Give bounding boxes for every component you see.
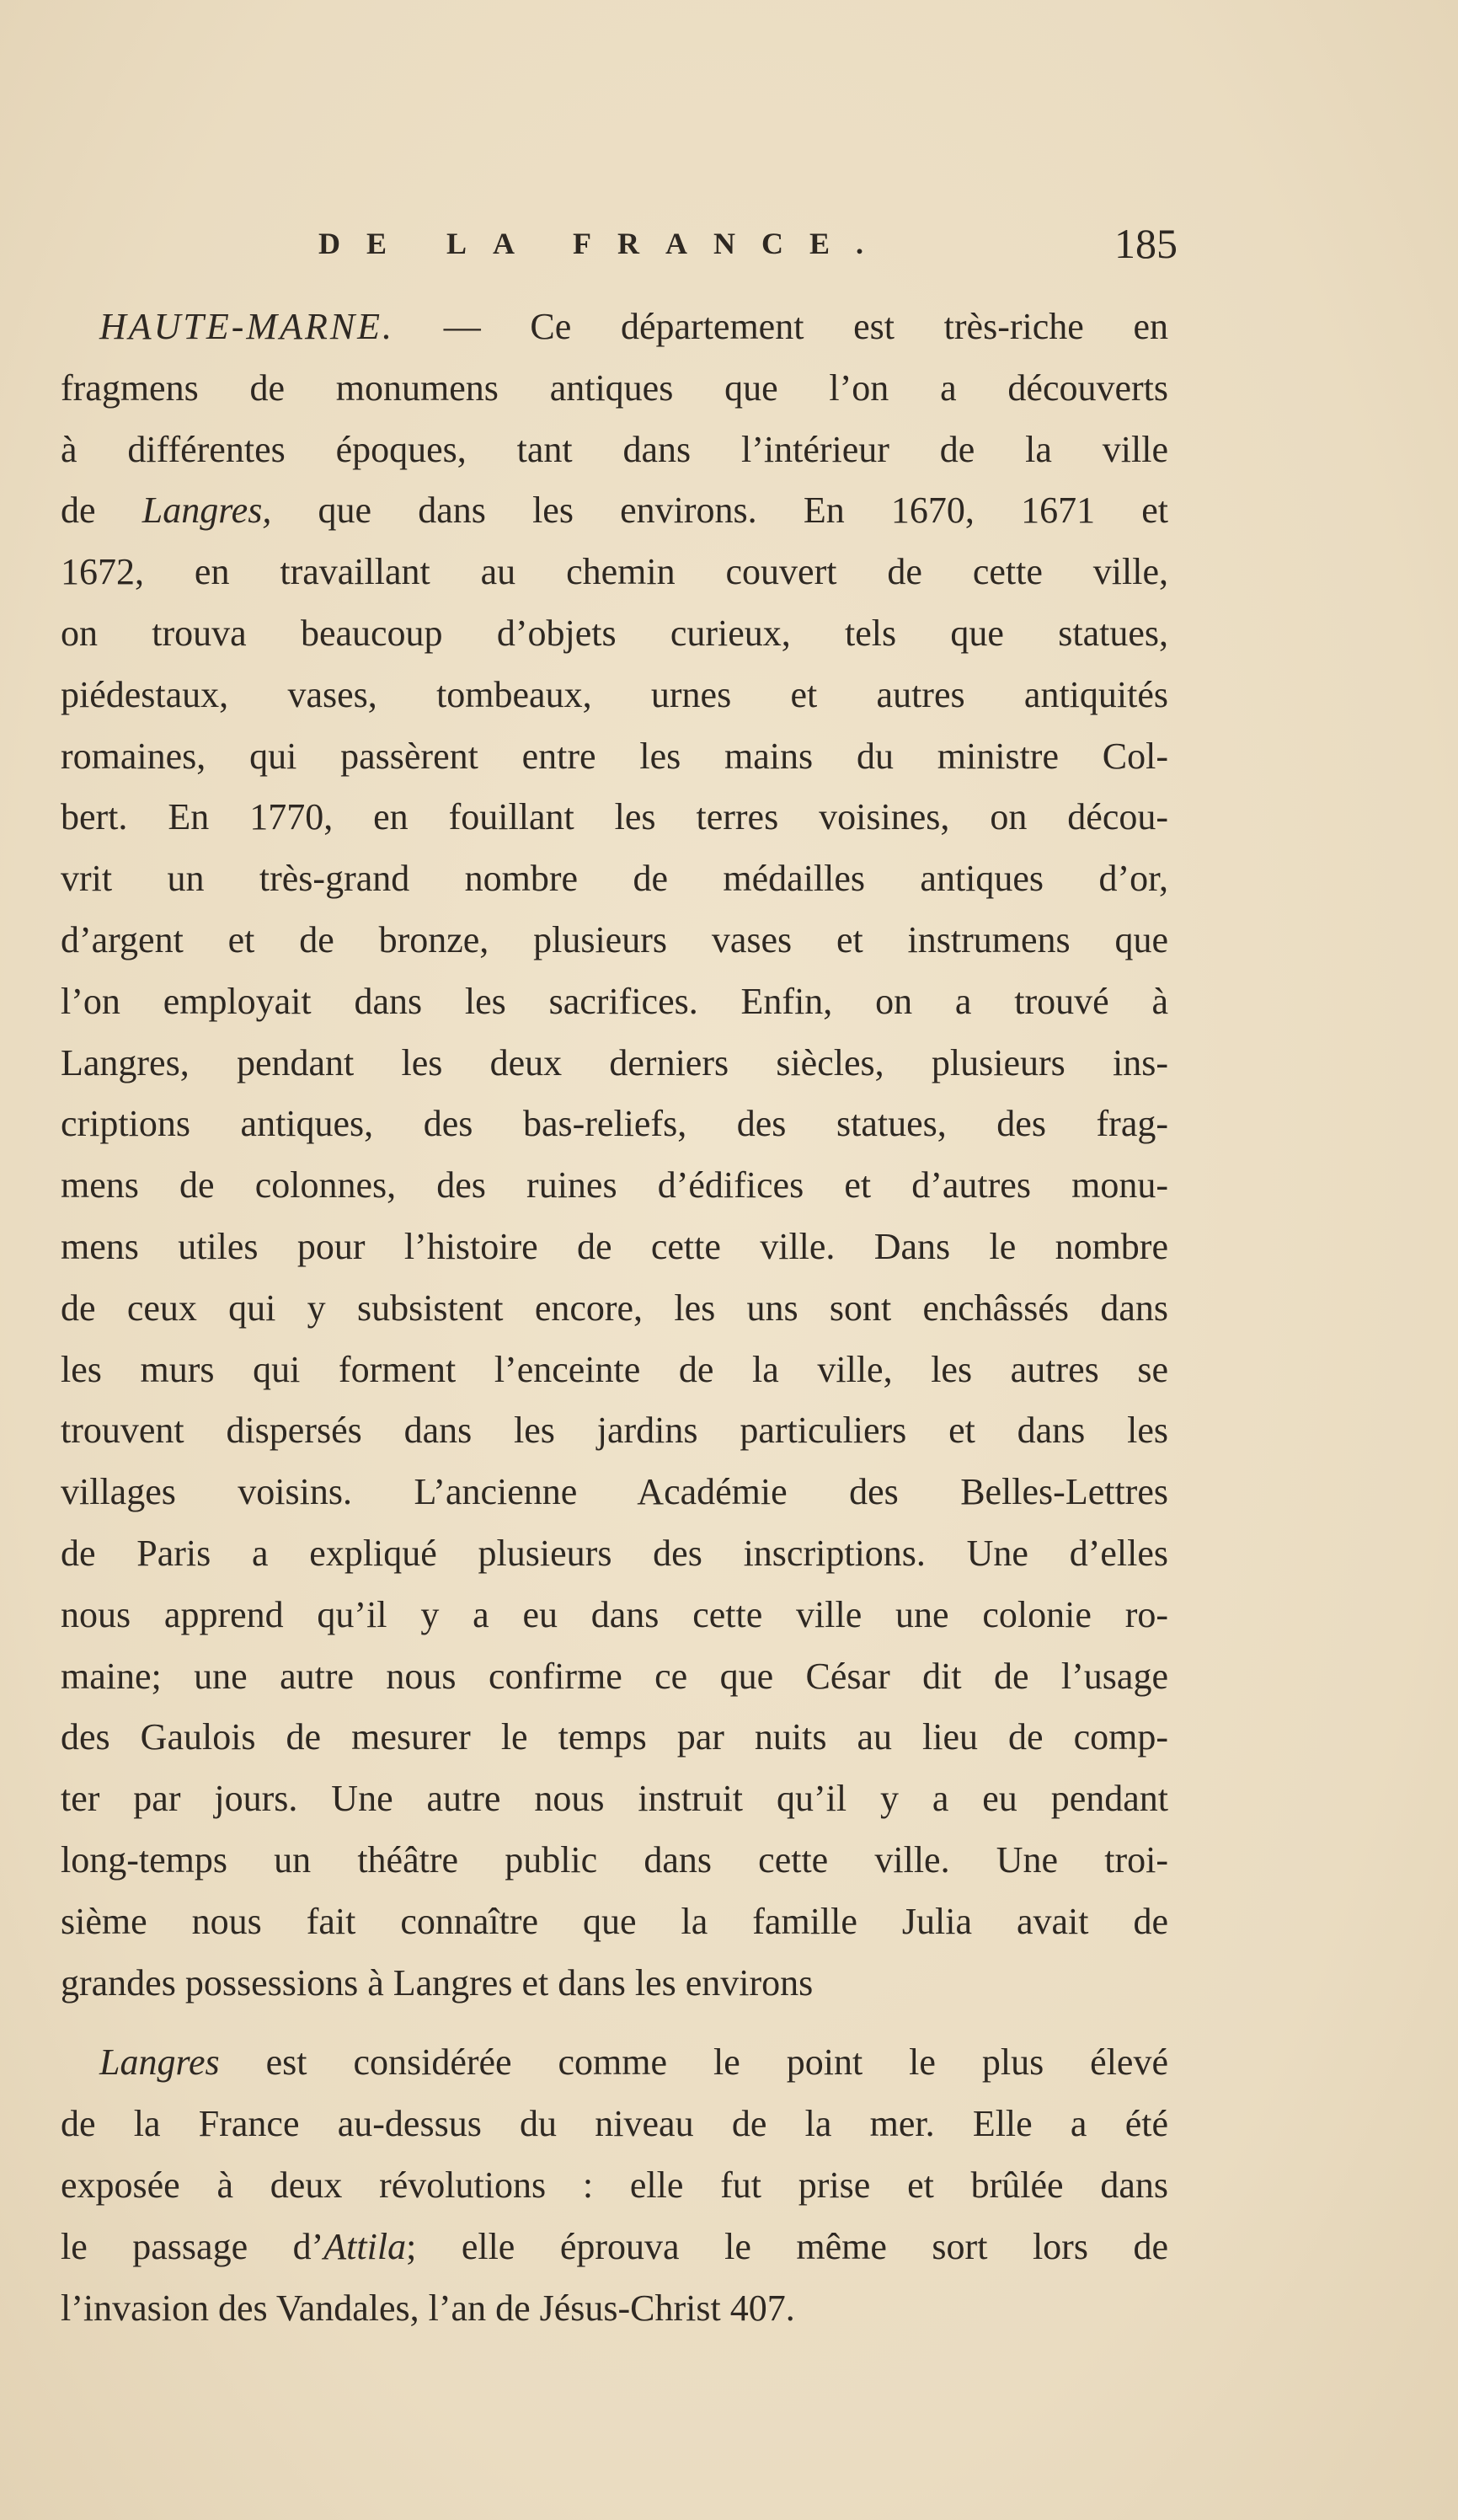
text-line: piédestaux, vases, tombeaux, urnes et autres antiquités [61,673,1168,715]
text-line: à différentes époques, tant dans l’intérieur de la ville [61,428,1168,470]
place-name: Langres [99,2041,220,2084]
text-line: sième nous fait connaître que la famille Julia avait de [61,1900,1168,1942]
text-line: l’invasion des Vandales, l’an de Jésus-Christ 407. [61,2287,795,2329]
text-line: vrit un très-grand nombre de médailles antiques d’or, [61,858,1168,900]
section-heading: HAUTE-MARNE. [99,306,395,347]
text-line: nous apprend qu’il y a eu dans cette ville une colonie ro- [61,1593,1168,1635]
text-line: maine; une autre nous confirme ce que César dit de l’usage [61,1655,1168,1697]
text-line: criptions antiques, des bas-reliefs, des statues, des frag- [61,1103,1168,1145]
running-title: DE LA FRANCE. [318,227,890,260]
text-line: de ceux qui y subsistent encore, les uns sont enchâssés dans [61,1287,1168,1329]
place-name: Langres, [142,490,272,532]
text-line: bert. En 1770, en fouillant les terres voisines, on décou- [61,796,1168,838]
text-line: ter par jours. Une autre nous instruit qu’il y a eu pendant [61,1778,1168,1820]
text-line: le passage d’Attila; elle éprouva le même sort lors de [61,2225,1168,2267]
text-line: d’argent et de bronze, plusieurs vases et instrumens que [61,918,1168,960]
person-name: Attila [323,2225,407,2267]
text-line: trouvent dispersés dans les jardins particuliers et dans les [61,1410,1168,1452]
text-line: HAUTE-MARNE. — Ce département est très-riche en [99,306,1168,347]
text-line: l’on employait dans les sacrifices. Enfin, on a trouvé à [61,980,1168,1022]
text-line: mens utiles pour l’histoire de cette ville. Dans le nombre [61,1225,1168,1267]
text-line: romaines, qui passèrent entre les mains du ministre Col- [61,735,1168,777]
text-line: les murs qui forment l’enceinte de la ville, les autres se [61,1348,1168,1390]
text-line: 1672, en travaillant au chemin couvert de cette ville, [61,551,1168,593]
body-text [61,297,1168,2339]
text-line: mens de colonnes, des ruines d’édifices et d’autres monu- [61,1164,1168,1206]
text-line: de Langres, que dans les environs. En 1670, 1671 et [61,490,1169,532]
text-line: grandes possessions à Langres et dans les environs [61,1961,814,2004]
page-header [318,220,1178,276]
text-line: de Paris a expliqué plusieurs des inscriptions. Une d’elles [61,1532,1168,1574]
paragraph-gap [61,2014,1168,2032]
page-number: 185 [1114,220,1178,267]
text-line: des Gaulois de mesurer le temps par nuits au lieu de comp- [61,1716,1168,1758]
text-line: Langres est considérée comme le point le plus élevé [99,2041,1168,2084]
text-line: Langres, pendant les deux derniers siècles, plusieurs ins- [61,1041,1168,1083]
text-line: long-temps un théâtre public dans cette ville. Une troi- [61,1838,1168,1881]
text-line: on trouva beaucoup d’objets curieux, tels que statues, [61,612,1168,654]
text-line: villages voisins. L’ancienne Académie des Belles-Lettres [61,1471,1168,1513]
text-line: fragmens de monumens antiques que l’on a découverts [61,366,1168,409]
text-line: de la France au-dessus du niveau de la mer. Elle a été [61,2103,1168,2145]
text-line: exposée à deux révolutions : elle fut prise et brûlée dans [61,2164,1168,2206]
